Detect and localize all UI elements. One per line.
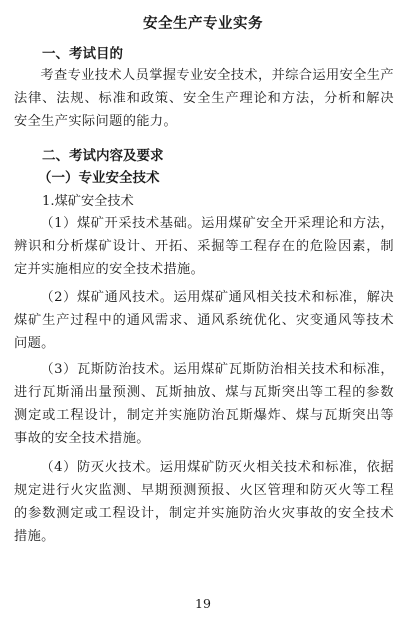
paragraph-gas-control: （3）瓦斯防治技术。运用煤矿瓦斯防治相关技术和标准，进行瓦斯涌出量预测、瓦斯抽放、煤与瓦斯突出等工程的参数测定或工程设计，制定并实施防治瓦斯爆炸、煤与瓦斯突出等事故的安全技术措施。 bbox=[14, 362, 394, 446]
subsection-heading-technology: （一）专业安全技术 bbox=[38, 170, 160, 186]
paragraph-ventilation: （2）煤矿通风技术。运用煤矿通风相关技术和标准，解决煤矿生产过程中的通风需求、通风系统优化、灾变通风等技术问题。 bbox=[14, 290, 394, 351]
page-number: 19 bbox=[195, 596, 211, 611]
item-heading-coal-mine: 1.煤矿安全技术 bbox=[42, 194, 134, 209]
page-title: 安全生产专业实务 bbox=[143, 16, 263, 32]
section-heading-content: 二、考试内容及要求 bbox=[42, 148, 164, 164]
paragraph-mining-basics: （1）煤矿开采技术基础。运用煤矿安全开采理论和方法，辨识和分析煤矿设计、开拓、采掘等工程存在的危险因素，制定并实施相应的安全技术措施。 bbox=[14, 216, 394, 277]
section-purpose-text: 考查专业技术人员掌握专业安全技术，并综合运用安全生产法律、法规、标准和政策、安全生产理论和方法，分析和解决安全生产实际问题的能力。 bbox=[14, 68, 394, 129]
section-heading-purpose: 一、考试目的 bbox=[42, 46, 123, 62]
paragraph-fire-prevention: （4）防灭火技术。运用煤矿防灭火相关技术和标准，依据规定进行火灾监测、早期预测预报、火区管理和防灭火等工程的参数测定或工程设计，制定并实施防治火灾事故的安全技术措施。 bbox=[14, 460, 394, 544]
